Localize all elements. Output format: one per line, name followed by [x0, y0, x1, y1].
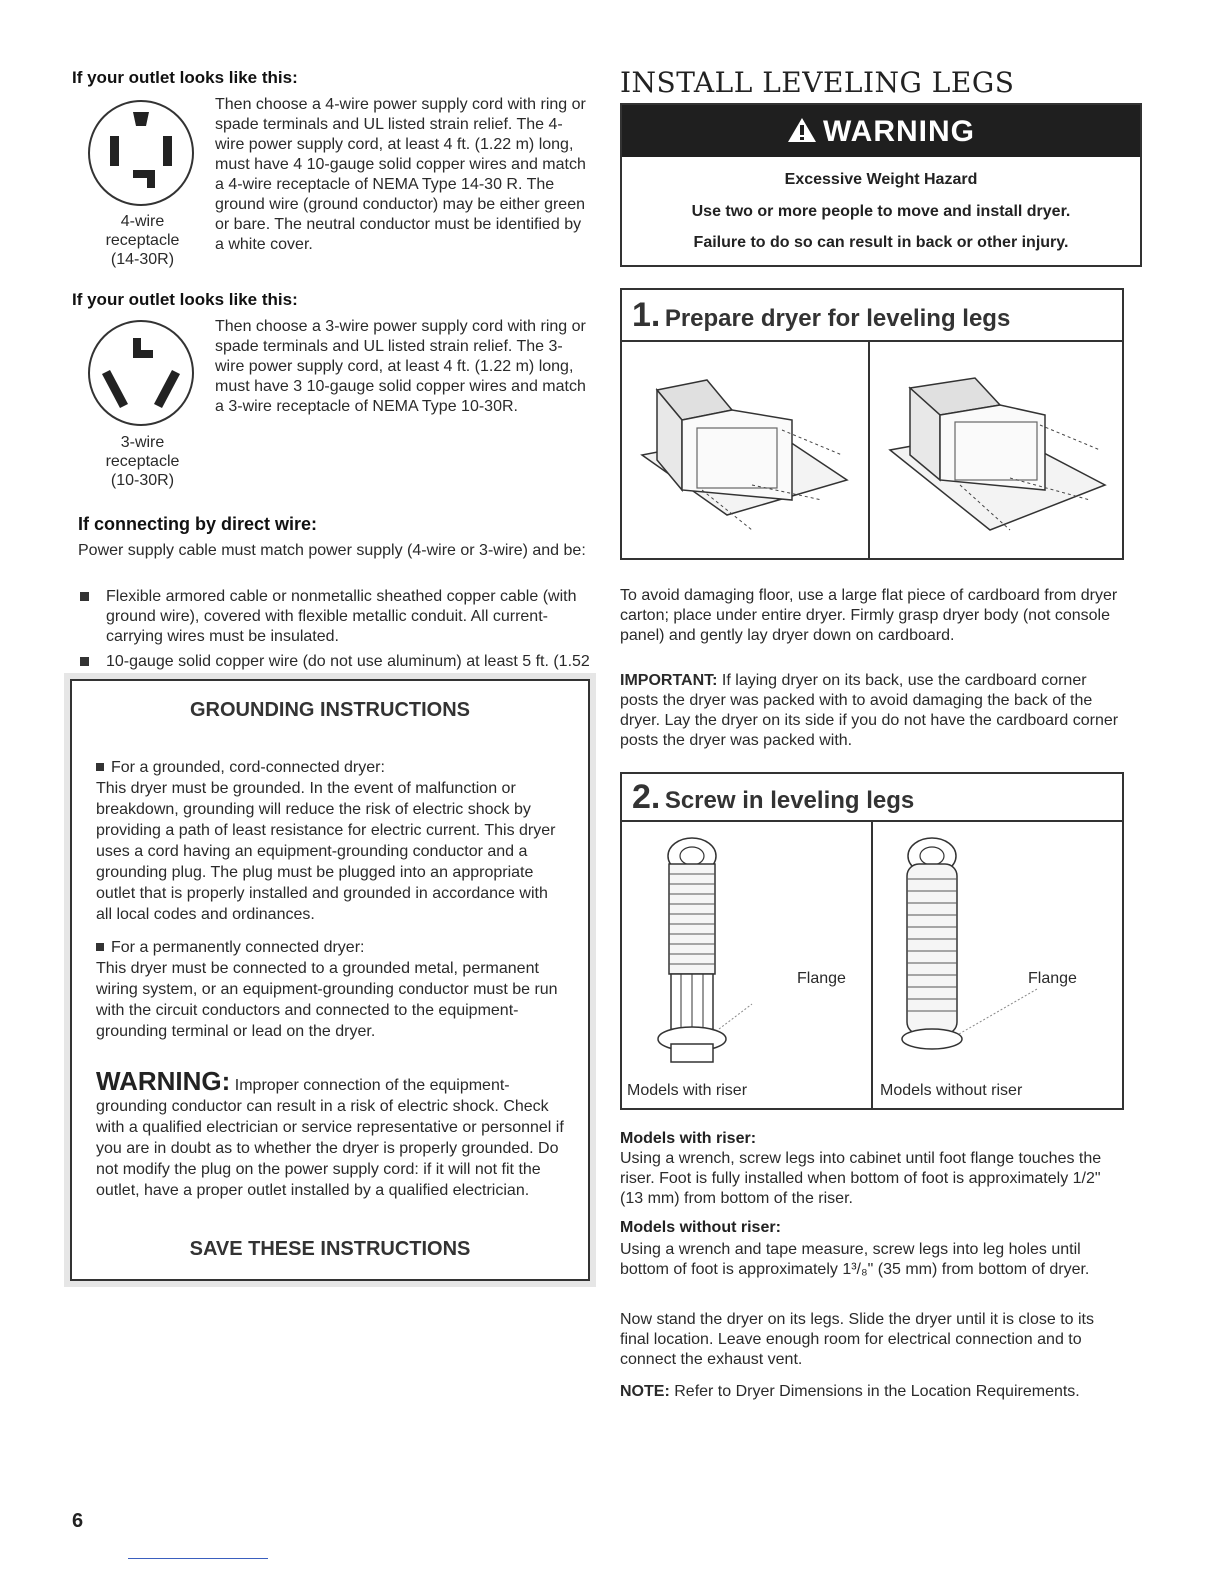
direct-wire-bullet-2-text: 10-gauge solid copper wire (do not use aluminum) at least 5 ft. (1.52 — [106, 653, 590, 670]
four-wire-receptacle-icon — [86, 98, 196, 208]
stand-dryer-text: Now stand the dryer on its legs. Slide the dryer until it is close to its final location. Leave enough room for electrical connection and to connect the exhaust vent. — [620, 1311, 1094, 1368]
outlet4-heading: If your outlet looks like this: — [72, 68, 298, 87]
bullet-square-icon — [80, 592, 89, 601]
leveling-leg-without-riser-image — [887, 834, 1047, 1074]
dryer-on-cardboard-image-1 — [632, 360, 862, 540]
warning-banner-label: WARNING — [823, 115, 975, 148]
grounding-item2-head: For a permanently connected dryer: — [111, 939, 365, 956]
warning-line2: Failure to do so can result in back or other injury. — [693, 234, 1069, 251]
outlet3-label-line1: 3-wire — [120, 434, 165, 451]
step2-number: 2. — [632, 778, 661, 816]
outlet4-text: Then choose a 4-wire power supply cord with ring or spade terminals and UL listed strain relief. The 4-wire power supply cord, at least 4 ft. (1.22 m) long, must have 4 10-gauge solid copper wires and match a 4-wire receptacle of NEMA Type 14-30 R. The ground wire (ground conductor) may be either green or bare. The neutral conductor must be identified by a white cover. — [215, 96, 586, 253]
grounding-title: GROUNDING INSTRUCTIONS — [190, 699, 470, 721]
leveling-leg-with-riser-image — [647, 834, 757, 1074]
step1-important-text: If laying dryer on its back, use the cardboard corner posts the dryer was packed with to avoid damaging the back of the dryer. Lay the dryer on its side if you do not have the cardboard corner posts the dryer was packed with. — [620, 672, 1119, 749]
outlet4-label-line1: 4-wire — [120, 213, 165, 230]
bullet-square-icon — [96, 763, 104, 771]
step1-frame — [620, 288, 1124, 560]
caption-models-with-riser: Models with riser — [627, 1082, 748, 1099]
direct-wire-intro: Power supply cable must match power supply (4-wire or 3-wire) and be: — [78, 542, 586, 559]
direct-wire-heading: If connecting by direct wire: — [78, 514, 318, 534]
warning-banner — [622, 105, 1140, 157]
step1-number: 1. — [632, 296, 661, 334]
outlet4-label — [90, 212, 195, 269]
note — [620, 1382, 1120, 1402]
flange-label-left: Flange — [797, 970, 846, 987]
grounding-item1-body: This dryer must be grounded. In the event of malfunction or breakdown, grounding will reduce the risk of electric shock by providing a path of least resistance for electric current. This dryer uses a cord having an equipment-grounding conductor and a grounding plug. The plug must be plugged into an appropriate outlet that is properly installed and grounded in accordance with all local codes and ordinances. — [96, 780, 556, 923]
step1-label: Prepare dryer for leveling legs — [664, 305, 1011, 332]
direct-wire-bullet-1 — [80, 587, 592, 647]
grounding-item1-head: For a grounded, cord-connected dryer: — [111, 759, 385, 776]
dryer-on-cardboard-image-2 — [880, 360, 1110, 540]
flange-label-right: Flange — [1028, 970, 1077, 987]
with-riser-text: Using a wrench, screw legs into cabinet until foot flange touches the riser. Foot is fully installed when bottom of foot is approximately 1/2" (13 mm) from bottom of the riser. — [620, 1150, 1102, 1207]
warning-hazard: Excessive Weight Hazard — [784, 171, 978, 188]
step1-divider — [622, 340, 1122, 342]
outlet4-label-line3: (14-30R) — [110, 251, 175, 268]
note-label: NOTE: — [620, 1383, 670, 1400]
grounding-item2 — [96, 937, 566, 1042]
step1-title — [632, 296, 1010, 335]
step1-vdivider — [868, 340, 870, 558]
page-title: INSTALL LEVELING LEGS — [620, 66, 1015, 99]
bullet-square-icon — [96, 943, 104, 951]
without-riser-text: Using a wrench and tape measure, screw legs into leg holes until bottom of foot is approximately 1³/₈" (35 mm) from bottom of dryer. — [620, 1241, 1090, 1278]
step2-frame — [620, 772, 1124, 1110]
note-text: Refer to Dryer Dimensions in the Location Requirements. — [674, 1383, 1080, 1400]
grounding-warning-word: WARNING: — [96, 1066, 231, 1096]
step1-important — [620, 671, 1120, 751]
caption-models-without-riser: Models without riser — [880, 1082, 1023, 1099]
warning-triangle-icon — [787, 117, 817, 143]
outlet3-text: Then choose a 3-wire power supply cord with ring or spade terminals and UL listed strain relief. The 3-wire power supply cord, at least 4 ft. (1.22 m) long, must have 3 10-gauge solid copper wires and match a 3-wire receptacle of NEMA Type 10-30R. — [215, 318, 586, 415]
step1-important-label: IMPORTANT: — [620, 672, 718, 689]
without-riser-heading: Models without riser: — [620, 1219, 781, 1236]
grounding-warning — [96, 1066, 566, 1201]
warning-banner-text — [622, 115, 1140, 149]
outlet3-label-line2: receptacle — [105, 453, 180, 470]
save-instructions: SAVE THESE INSTRUCTIONS — [189, 1238, 471, 1260]
grounding-item2-body: This dryer must be connected to a grounded metal, permanent wiring system, or an equipment-grounding conductor must be run with the circuit conductors and connected to the equipment-grounding terminal or lead on the dryer. — [96, 960, 558, 1040]
page-number: 6 — [72, 1510, 84, 1532]
grounding-warning-body: Improper connection of the equipment-grounding conductor can result in a risk of electric shock. Check with a qualified electrician or service representative or personnel if you are in doubt as to whether the dryer is properly grounded. Do not modify the plug on the power supply cord: if it will not fit the outlet, have a proper outlet installed by a qualified electrician. — [96, 1077, 564, 1199]
outlet3-heading: If your outlet looks like this: — [72, 290, 298, 309]
grounding-item1 — [96, 757, 566, 925]
direct-wire-bullet-1-text: Flexible armored cable or nonmetallic sheathed copper cable (with ground wire), covered with flexible metallic conduit. All current-carrying wires must be insulated. — [106, 588, 577, 645]
step2-title — [632, 778, 914, 817]
step2-vdivider — [871, 820, 873, 1108]
step1-para1: To avoid damaging floor, use a large flat piece of cardboard from dryer carton; place under entire dryer. Firmly grasp dryer body (not console panel) and gently lay dryer down on cardboard. — [620, 587, 1118, 644]
three-wire-receptacle-icon — [86, 318, 196, 428]
grounding-instructions-box — [70, 679, 590, 1281]
bullet-square-icon — [80, 657, 89, 666]
warning-box — [620, 103, 1142, 267]
with-riser-heading: Models with riser: — [620, 1130, 757, 1147]
warning-line1: Use two or more people to move and install dryer. — [691, 203, 1071, 220]
step2-label: Screw in leveling legs — [664, 787, 915, 814]
outlet3-label — [90, 433, 195, 490]
outlet4-label-line2: receptacle — [105, 232, 180, 249]
footer-rule — [128, 1558, 268, 1559]
outlet3-label-line3: (10-30R) — [110, 472, 175, 489]
